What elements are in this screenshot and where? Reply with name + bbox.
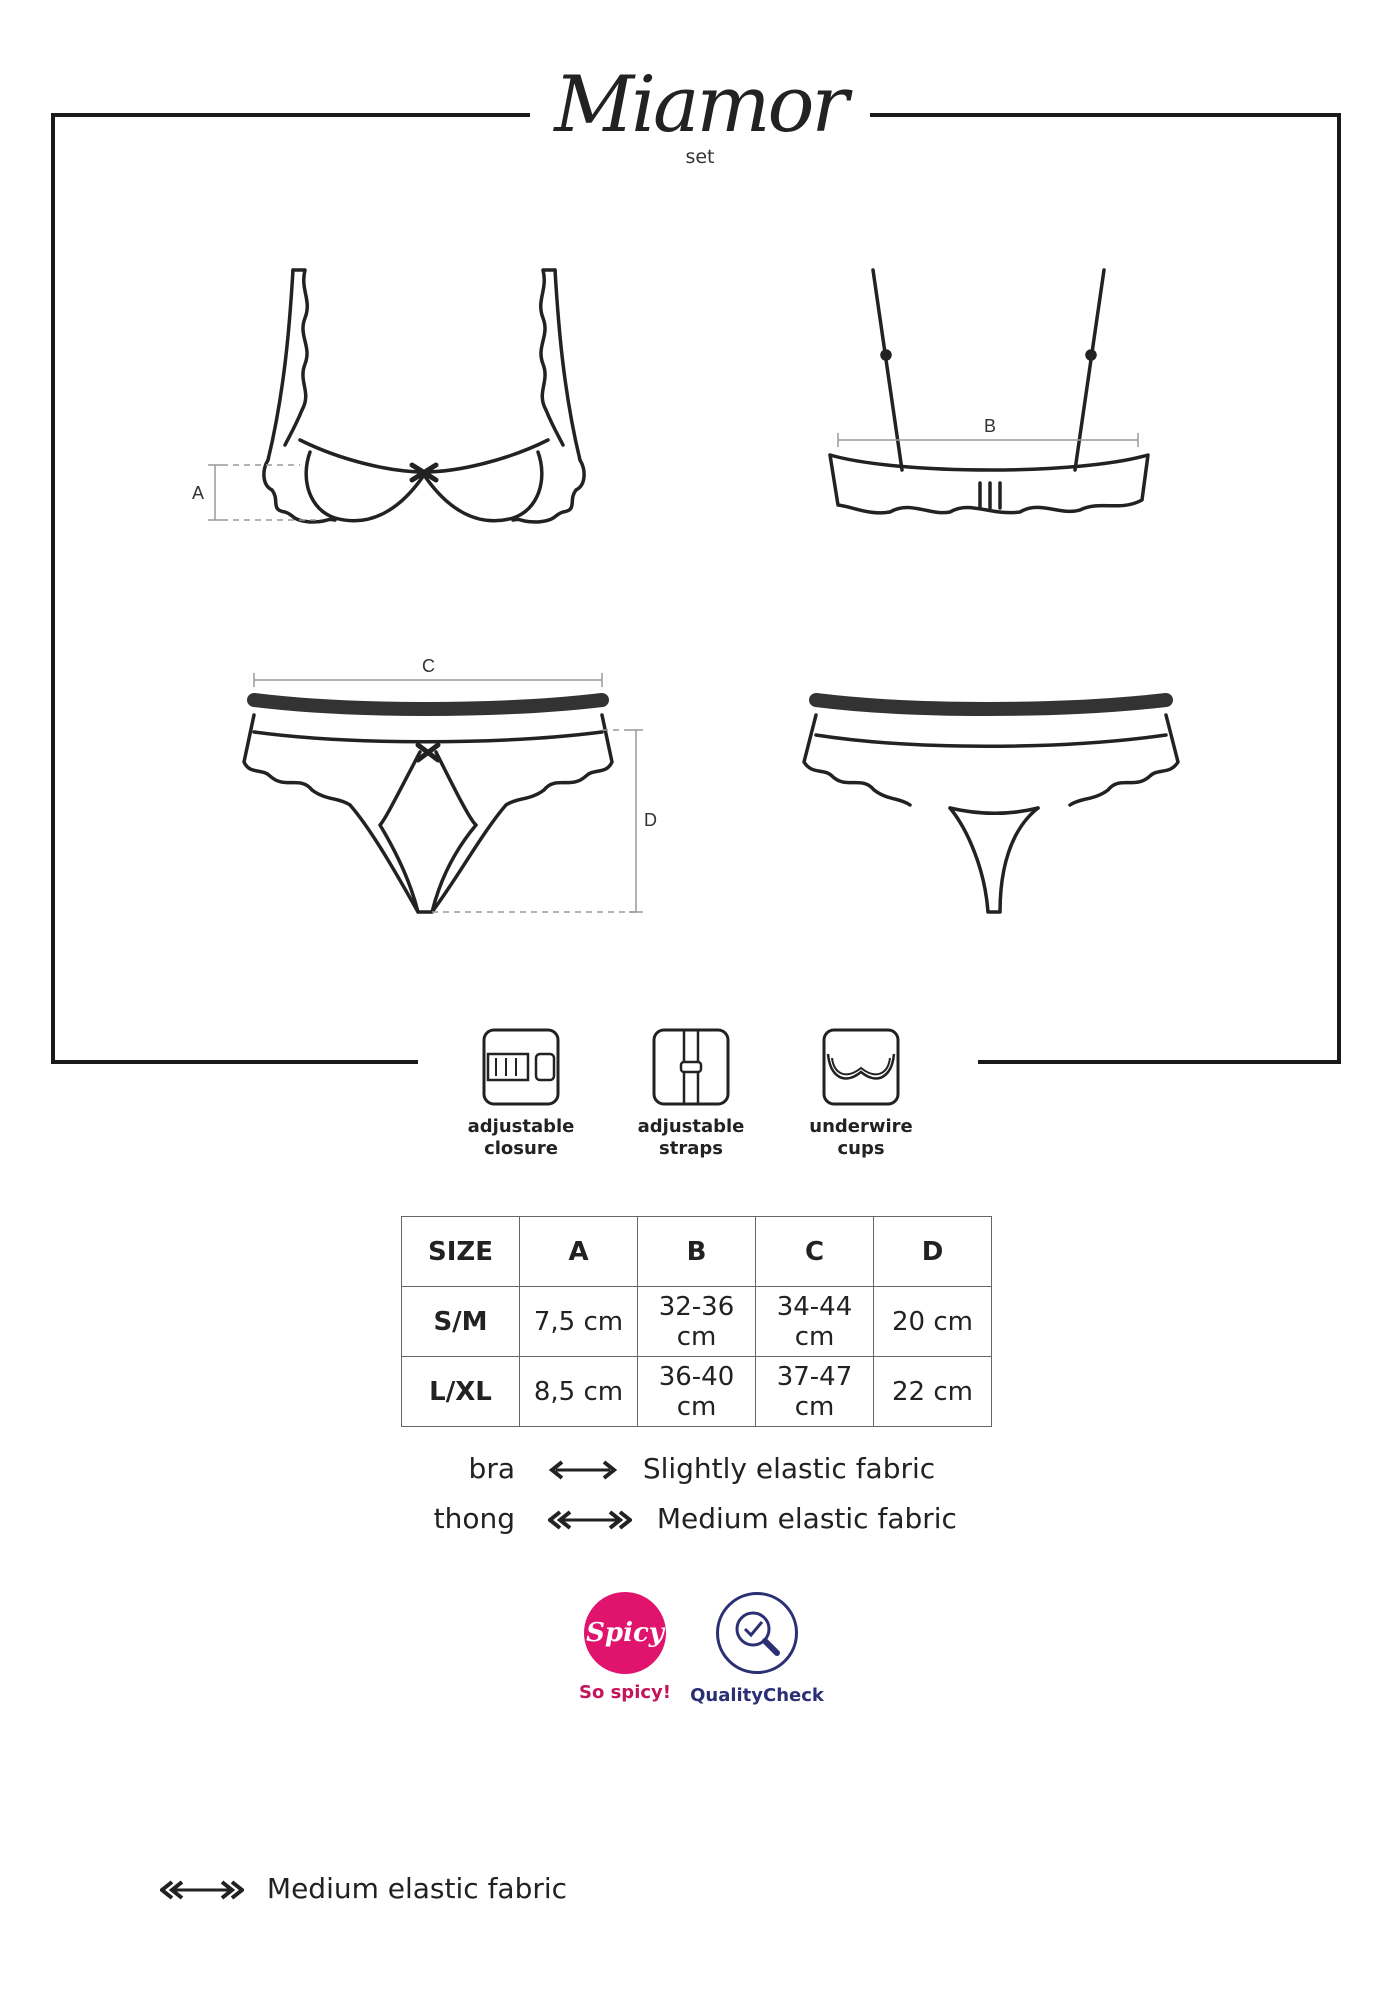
feature-label-line1: adjustable <box>637 1116 745 1137</box>
table-header: D <box>874 1217 992 1287</box>
single-arrow-icon <box>548 1458 618 1482</box>
dimension-label-d: D <box>644 810 657 830</box>
table-cell: 22 cm <box>874 1357 992 1427</box>
fabric-item-label: thong <box>433 1502 515 1535</box>
underwire-cups-icon <box>822 1028 900 1106</box>
bra-front-drawing <box>264 270 584 522</box>
table-cell: 7,5 cm <box>520 1287 638 1357</box>
dimension-label-b: B <box>984 416 997 436</box>
magnifier-check-icon <box>719 1595 795 1671</box>
table-header-row <box>402 1217 992 1287</box>
dimension-label-c: C <box>422 656 435 676</box>
table-row <box>402 1357 992 1427</box>
brand-name: Miamor <box>554 60 846 150</box>
quality-check-icon <box>716 1592 798 1674</box>
fabric-row-bra <box>400 1452 935 1485</box>
table-cell: 36-40 cm <box>638 1357 756 1427</box>
badge-label-quality: QualityCheck <box>690 1685 824 1706</box>
thong-front-drawing <box>244 700 612 912</box>
table-header: A <box>520 1217 638 1287</box>
feature-label-line1: underwire <box>809 1116 913 1137</box>
table-cell: 32-36 cm <box>638 1287 756 1357</box>
brand-subtitle: set <box>685 146 715 168</box>
feature-label-line2: closure <box>484 1138 558 1159</box>
table-cell: 8,5 cm <box>520 1357 638 1427</box>
table-cell: 37-47 cm <box>756 1357 874 1427</box>
badge-quality-check <box>677 1592 837 1706</box>
badge-label-spicy: So spicy! <box>579 1682 671 1703</box>
table-cell: 34-44 cm <box>756 1287 874 1357</box>
feature-adjustable-straps <box>601 1028 781 1160</box>
fabric-description: Slightly elastic fabric <box>642 1452 936 1485</box>
table-cell: 20 cm <box>874 1287 992 1357</box>
fabric-row-thong <box>400 1502 957 1535</box>
table-row <box>402 1287 992 1357</box>
bra-back-drawing <box>830 270 1148 513</box>
fabric-description: Medium elastic fabric <box>656 1502 957 1535</box>
feature-adjustable-closure <box>431 1028 611 1160</box>
size-table <box>401 1216 992 1427</box>
table-cell-size: S/M <box>402 1287 520 1357</box>
table-header: C <box>756 1217 874 1287</box>
thong-back-drawing <box>804 700 1178 912</box>
table-cell-size: L/XL <box>402 1357 520 1427</box>
adjustable-straps-icon <box>652 1028 730 1106</box>
fabric-item-label: bra <box>468 1452 515 1485</box>
feature-underwire-cups <box>771 1028 951 1160</box>
spicy-logo: Spicy <box>584 1592 666 1674</box>
feature-label-line2: cups <box>837 1138 885 1159</box>
adjustable-closure-icon <box>482 1028 560 1106</box>
dimension-label-a: A <box>192 483 205 503</box>
table-header: SIZE <box>402 1217 520 1287</box>
feature-label-line2: straps <box>659 1138 723 1159</box>
footer-fabric-legend <box>160 1872 567 1905</box>
feature-label-line1: adjustable <box>467 1116 575 1137</box>
footer-fabric-description: Medium elastic fabric <box>266 1872 568 1905</box>
double-arrow-icon <box>160 1878 244 1902</box>
double-arrow-icon <box>548 1508 632 1532</box>
table-header: B <box>638 1217 756 1287</box>
